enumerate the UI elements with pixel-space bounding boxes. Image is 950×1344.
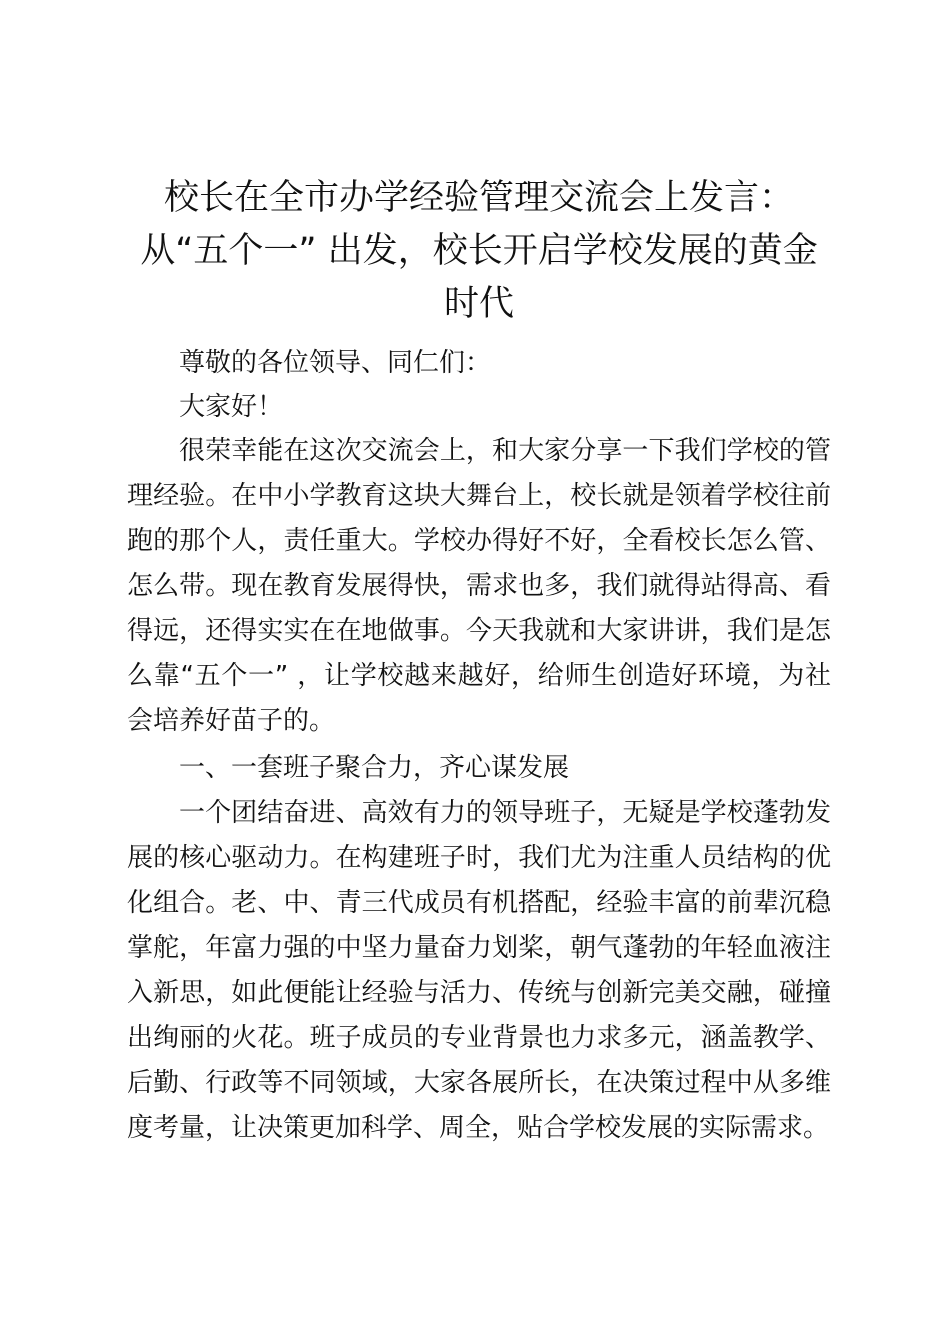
section-paragraph: 一个团结奋进、高效有力的领导班子，无疑是学校蓬勃发展的核心驱动力。在构建班子时，我们尤为注重人员结构的优化组合。老、中、青三代成员有机搭配，经验丰富的前辈沉稳掌舵，年富力强的中坚力量奋力划桨，朝气蓬勃的年轻血液注入新思，如此便能让经验与活力、传统与创新完美交融，碰撞出绚丽的火花。班子成员的专业背景也力求多元，涵盖教学、后勤、行政等不同领域，大家各展所长，在决策过程中从多维度考量，让决策更加科学、周全，贴合学校发展的实际需求。 [127,798,831,1143]
greeting: 大家好！ [179,392,284,422]
salutation: 尊敬的各位领导、同仁们： [179,348,492,378]
document-page [127,172,831,1151]
document-title: 校长在全市办学经验管理交流会上发言：从“五个一” 出发，校长开启学校发展的黄金时代 [140,178,818,324]
intro-paragraph: 很荣幸能在这次交流会上，和大家分享一下我们学校的管理经验。在中小学教育这块大舞台上，校长就是领着学校往前跑的那个人，责任重大。学校办得好不好，全看校长怎么管、怎么带。现在教育发展得快，需求也多，我们就得站得高、看得远，还得实实在在地做事。今天我就和大家讲讲，我们是怎么靠“五个一” ，让学校越来越好，给师生创造好环境，为社会培养好苗子的。 [127,436,831,736]
section-heading: 一、一套班子聚合力，齐心谋发展 [179,753,570,783]
